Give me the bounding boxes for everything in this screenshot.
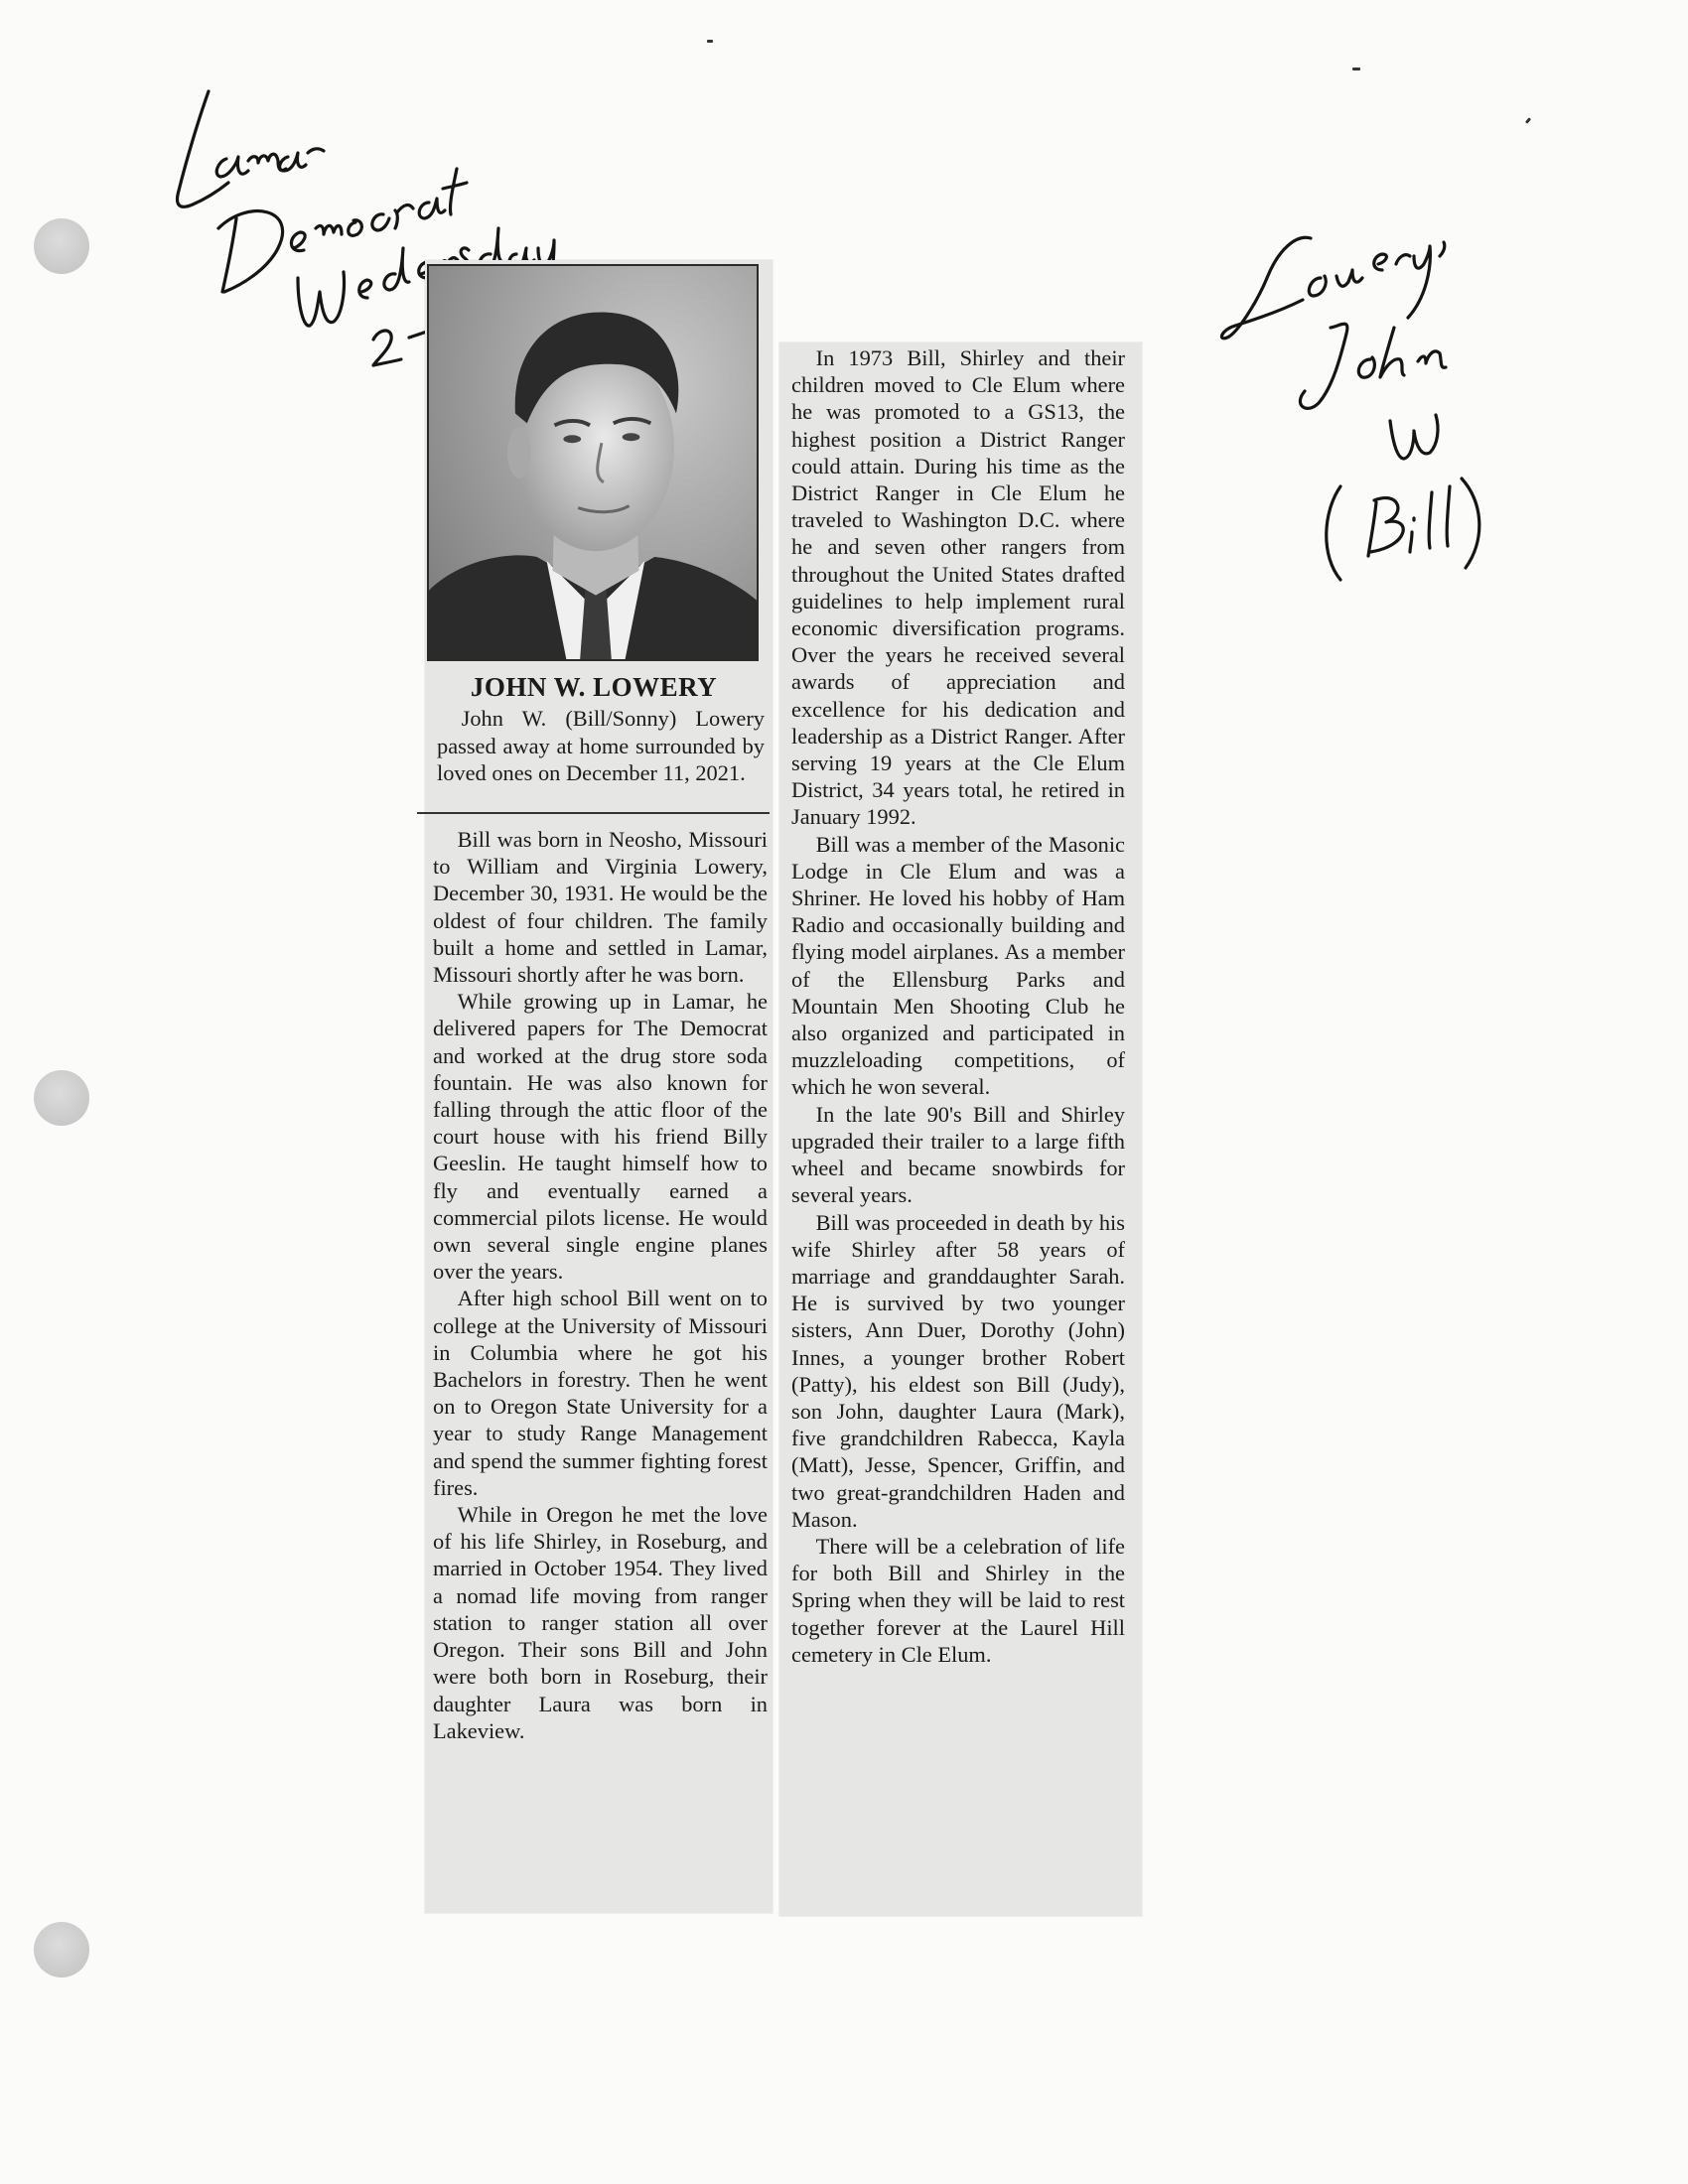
obituary-right-column bbox=[791, 344, 1125, 1668]
paragraph: Bill was a member of the Masonic Lodge in Cle Elum and was a Shriner. He loved his hobby of Ham Radio and occasionally building and flying model airplanes. As a member of the Ellensburg Parks and Mountain Men Shooting Club he also organized and participated in muzzleloading competitions, of which he won several. bbox=[791, 831, 1125, 1100]
handwritten-name-note bbox=[1201, 199, 1499, 596]
portrait-photo bbox=[427, 264, 759, 661]
paragraph: Bill was proceeded in death by his wife Shirley after 58 years of marriage and granddaughter Sarah. He is survived by two younger sisters, Ann Duer, Dorothy (John) Innes, a younger brother Robert (Patty), his eldest son Bill (Judy), son John, daughter Laura (Mark), five grandchildren Rabecca, Kayla (Matt), Jesse, Spencer, Griffin, and two great-grandchildren Haden and Mason. bbox=[791, 1209, 1125, 1532]
scan-speck bbox=[707, 40, 713, 43]
punch-hole-bottom bbox=[34, 1922, 89, 1978]
paragraph: While growing up in Lamar, he delivered papers for The Democrat and worked at the drug store soda fountain. He was also known for falling through the attic floor of the court house with his friend Billy Geeslin. He taught himself how to fly and eventually earned a commercial pilots license. He would own several single engine planes over the years. bbox=[433, 989, 768, 1285]
paragraph: After high school Bill went on to college at the University of Missouri in Columbia where he got his Bachelors in forestry. Then he went on to Oregon State University for a year to study Range Management and spend the summer fighting forest fires. bbox=[433, 1286, 768, 1500]
paragraph: In 1973 Bill, Shirley and their children moved to Cle Elum where he was promoted to a GS13, the highest position a District Ranger could attain. During his time as the District Ranger in Cle Elum he traveled to Washington D.C. where he and seven other rangers from throughout the United States drafted guidelines to help implement rural economic diversification programs. Over the years he received several awards of appreciation and excellence for his dedication and leadership as a District Ranger. After serving 19 years at the Cle Elum District, 34 years total, he retired in January 1992. bbox=[791, 345, 1125, 830]
intro-paragraph: John W. (Bill/Sonny) Lowery passed away at home surrounded by loved ones on December 11, 2021. bbox=[437, 706, 765, 785]
scan-speck bbox=[1525, 117, 1531, 124]
punch-hole-middle bbox=[34, 1070, 89, 1126]
intro-divider bbox=[417, 812, 770, 814]
obituary-intro bbox=[437, 705, 765, 787]
obituary-headline: JOHN W. LOWERY bbox=[470, 672, 718, 702]
paragraph: Bill was born in Neosho, Missouri to William and Virginia Lowery, December 30, 1931. He would be the oldest of four children. The family built a home and settled in Lamar, Missouri shortly after he was born. bbox=[433, 827, 768, 988]
paragraph: While in Oregon he met the love of his life Shirley, in Roseburg, and married in October 1954. They lived a nomad life moving from ranger station to ranger station all over Oregon. Their sons Bill and John were both born in Roseburg, their daughter Laura was born in Lakeview. bbox=[433, 1502, 768, 1743]
punch-hole-top bbox=[34, 218, 89, 274]
paragraph: In the late 90's Bill and Shirley upgraded their trailer to a large fifth wheel and became snowbirds for several years. bbox=[791, 1101, 1125, 1208]
scan-speck bbox=[1352, 68, 1360, 70]
paragraph: There will be a celebration of life for both Bill and Shirley in the Spring when they will be laid to rest together forever at the Laurel Hill cemetery in Cle Elum. bbox=[791, 1533, 1125, 1667]
obituary-left-column bbox=[433, 826, 768, 1744]
